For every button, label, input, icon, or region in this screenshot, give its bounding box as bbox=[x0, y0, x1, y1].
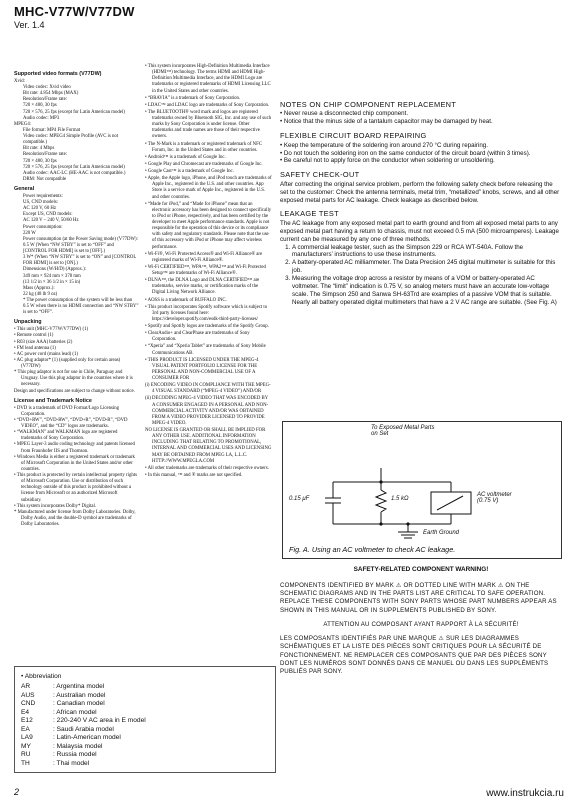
list-item: • This product is protected by certain intellectual property rights of Microsoft Corporation. Use or distribution of such technology outside of this product is prohibited without a license from Microsoft or an authorized Microsoft subsidiary. bbox=[14, 473, 137, 503]
abbreviation-title: • Abbreviation bbox=[21, 673, 62, 680]
list-item: • MPEG Layer-3 audio coding technology and patents licensed from Fraunhofer IIS and Thomson. bbox=[14, 442, 135, 454]
abbreviation-desc: : Malaysia model bbox=[53, 742, 103, 750]
spec-line: 720 × 576, 25 fps (except for Latin American model) bbox=[23, 109, 125, 115]
list-item: • FM lead antenna (1) bbox=[14, 345, 56, 351]
abbreviation-code: E4 bbox=[21, 708, 30, 716]
notes-list bbox=[280, 110, 562, 126]
trademark-item: • THIS PRODUCT IS LICENSED UNDER THE MPEG-4 VISUAL PATENT PORTFOLIO LICENSE FOR THE PERSONAL AND NON-COMMERCIAL USE OF A CONSUMER FOR bbox=[145, 357, 259, 381]
list-item: • AC power cord (mains lead) (1) bbox=[14, 351, 79, 357]
list-item: • This unit (MHC-V77W/V77DW) (1) bbox=[14, 327, 89, 333]
spec-line: (13 1/2 in × 36 1/2 in × 15 in) bbox=[23, 279, 81, 285]
spec-line: 3 W* (When “NW STBY” is set to “ON” and [CONTROL FOR HDMI] is set to [ON].) bbox=[23, 255, 137, 267]
abbreviation-row bbox=[21, 734, 261, 741]
note-item: • Be careful not to apply force on the conductor when soldering or unsoldering. bbox=[280, 157, 495, 165]
spec-line: 720 × 480, 30 fps bbox=[23, 103, 57, 109]
trademark-item: • This system incorporates High-Definition Multimedia Interface (HDMI™) technology. The terms HDMI and HDMI High-Definition Multimedia Interface, and the HDMI Logo are trademarks or registered trademarks of HDMI Licensing LLC in the United States and other countries. bbox=[145, 64, 271, 94]
safety-warning-block bbox=[280, 582, 562, 682]
model-name: MHC-V77W/V77DW bbox=[14, 4, 135, 19]
abbreviation-desc: : Latin-American model bbox=[53, 734, 121, 741]
safety-warning-title: SAFETY-RELATED COMPONENT WARNING! bbox=[353, 566, 489, 573]
trademark-item: • Spotify and Spotify logos are trademarks of the Spotify Group. bbox=[145, 324, 269, 329]
circuit-diagram bbox=[283, 422, 561, 558]
spec-line: Dimensions (W/H/D) (Approx.): bbox=[23, 267, 87, 273]
trademark-item: • Google Play and Chromecast are trademarks of Google Inc. bbox=[145, 161, 263, 167]
unpacking-list bbox=[14, 327, 139, 394]
trademark-item: NO LICENSE IS GRANTED OR SHALL BE IMPLIED FOR ANY OTHER USE. ADDITIONAL INFORMATION INCLUDING THAT RELATING TO PROMOTIONAL, INTERNAL AND COMMERCIAL USES AND LICENSING MAY BE OBTAINED FROM MPEG LA, L.L.C. HTTP://WWW.MPEGLA.COM bbox=[145, 428, 272, 464]
list-item: • DVD is a trademark of DVD Format/Logo Licensing Corporation. bbox=[14, 405, 120, 417]
abbreviation-code: E12 bbox=[21, 717, 33, 724]
safety-heading: SAFETY CHECK-OUT bbox=[280, 170, 360, 180]
abbreviation-row bbox=[21, 726, 261, 733]
spec-line: AC 120 V – 240 V, 50/60 Hz bbox=[23, 218, 79, 224]
notes-heading: NOTES ON CHIP COMPONENT REPLACEMENT bbox=[280, 100, 457, 109]
spec-line: Resolution/Frame rate: bbox=[23, 152, 68, 158]
leakage-text: The AC leakage from any exposed metal part to earth ground and from all exposed metal parts to any exposed metal part having a return to chassis, must not exceed 0.5 mA (500 microamperes). Leakage current can be measured by any one of three methods. bbox=[280, 219, 559, 243]
abbreviation-row bbox=[21, 709, 261, 716]
abbreviation-desc: : Canadian model bbox=[53, 700, 105, 707]
abbreviation-desc: : African model bbox=[53, 708, 97, 716]
spec-line: Bit rate: 4 Mbps bbox=[23, 146, 55, 152]
abbreviation-row bbox=[21, 683, 261, 690]
list-item: * Manufactured under license from Dolby Laboratories. Dolby, Dolby Audio, and the double-D symbol are trademarks of Dolby Laboratories. bbox=[14, 509, 136, 527]
trademark-item: • In this manual, ™ and ® marks are not specified. bbox=[145, 472, 243, 478]
abbreviation-row bbox=[21, 692, 261, 699]
list-item: • Windows Media is either a registered trademark or trademark of Microsoft Corporation in the United States and/or other countries. bbox=[14, 454, 135, 472]
mpeg4-label: MPEG4: bbox=[14, 121, 32, 127]
trademark-item: • “Xperia” and “Xperia Tablet” are trademarks of Sony Mobile Communications AB. bbox=[145, 344, 266, 356]
trademark-item: (i) ENCODING VIDEO IN COMPLIANCE WITH THE MPEG-4 VISUAL STANDARD (“MPEG-4 VIDEO”) AND/OR bbox=[145, 383, 271, 395]
label-voltmeter: AC voltmeter (0.75 V) bbox=[477, 492, 512, 504]
abbreviation-row bbox=[21, 751, 261, 758]
abbreviation-desc: : Australian model bbox=[53, 691, 106, 699]
trademark-item: • DLNA™, the DLNA Logo and DLNA CERTIFIED™ are trademarks, service marks, or certification marks of the Digital Living Network Alliance. bbox=[145, 278, 260, 296]
list-item: Design and specifications are subject to change without notice. bbox=[14, 388, 135, 394]
watermark: www.instrukcia.ru bbox=[486, 788, 564, 799]
abbreviation-row bbox=[21, 700, 261, 707]
mpeg4-specs bbox=[14, 128, 139, 183]
trademark-item: • This product incorporates Spotify software which is subject to 3rd party licenses found here: https://developer.spotify.com/esdk-third-party-licenses/ bbox=[145, 304, 268, 322]
spec-line: 0.5 W (When “NW STBY” is set to “OFF” and [CONTROL FOR HDMI] is set to [OFF].) bbox=[23, 242, 114, 255]
list-item: • “DVD+RW”, “DVD-RW”, “DVD+R”, “DVD-R”, “DVD VIDEO”, and the “CD” logos are trademarks. bbox=[14, 417, 128, 429]
unpacking-heading: Unpacking bbox=[14, 319, 42, 326]
trademark-item: • ClearAudio+ and ClearPhase are trademarks of Sony Corporation. bbox=[145, 331, 250, 343]
safety-warning-french: LES COMPOSANTS IDENTIFIÉS PAR UNE MARQUE ⚠ SUR LES DIAGRAMMES SCHÉMATIQUES ET LA LISTE DES PIÈCES SONT CRITIQUES POUR LA SÉCURITÉ DE FONCTIONNEMENT. NE REMPLACER CES COMPOSANTS QUE PAR DES PIÈCES SONY DONT LES NUMÉROS SONT DONNÉS DANS CE MANUEL OU DANS LES SUPPLÉMENTS PUBLIÉS PAR SONY. bbox=[280, 635, 549, 675]
spec-line: File format: MP4 File Format bbox=[23, 127, 81, 133]
safety-warning-english: COMPONENTS IDENTIFIED BY MARK ⚠ OR DOTTED LINE WITH MARK ⚠ ON THE SCHEMATIC DIAGRAMS AND IN THE PARTS LIST ARE CRITICAL TO SAFE OPERATION. REPLACE THESE COMPONENTS WITH SONY PARTS WHOSE PART NUMBERS APPEAR AS SHOWN IN THIS MANUAL OR IN SUPPLEMENTS PUBLISHED BY SONY. bbox=[280, 582, 557, 614]
abbreviation-row bbox=[21, 760, 261, 767]
abbreviation-box bbox=[14, 666, 276, 773]
label-exposed-metal: To Exposed Metal Parts on Set bbox=[371, 425, 435, 437]
note-item: • Do not touch the soldering iron on the same conductor of the circuit board (within 3 times). bbox=[280, 149, 531, 157]
trademark-item: • Wi-Fi CERTIFIED™, WPA™, WPA2™ and Wi-Fi Protected Setup™ are trademarks of Wi-Fi Alliance®. bbox=[145, 264, 266, 276]
spec-line: Bit rate: 4.854 Mbps (MAX) bbox=[23, 91, 79, 97]
trademark-item: • Apple, the Apple logo, iPhone, and iPod touch are trademarks of Apple Inc., registered in the U.S. and other countries. App Store is a service mark of Apple Inc., registered in the U.S. and other countries. bbox=[145, 176, 272, 200]
abbreviation-desc: : Thai model bbox=[53, 759, 90, 767]
leakage-method: 2. A battery-operated AC milliammeter. The Data Precision 245 digital multimeter is suitable for this job. bbox=[292, 259, 562, 275]
figure-a bbox=[282, 421, 562, 559]
xvid-label: Xvid: bbox=[14, 78, 25, 84]
abbreviation-desc: : 220-240 V AC area in E model bbox=[53, 717, 146, 724]
spec-line: US, CND models: bbox=[23, 200, 59, 206]
spec-line: Video codec: MPEG4 Simple Profile (AVC is not compatible.) bbox=[23, 134, 119, 146]
trademark-item: • “BRAVIA” is a trademark of Sony Corporation. bbox=[145, 95, 241, 101]
spec-line: 220 W bbox=[23, 230, 36, 236]
trademark-item: • All other trademarks are trademarks of their respective owners. bbox=[145, 465, 269, 471]
label-resistor: 1.5 kΩ bbox=[391, 496, 409, 502]
abbreviation-code: AR bbox=[21, 683, 31, 690]
abbreviation-row bbox=[21, 743, 261, 750]
trademark-item: • The BLUETOOTH® word mark and logos are registered trademarks owned by Bluetooth SIG, Inc. and any use of such marks by Sony Corporation is under license. Other trademarks and trade names are those of their respective owners. bbox=[145, 109, 272, 140]
list-item: • R03 (size AAA) batteries (2) bbox=[14, 339, 73, 345]
spec-line: 720 × 576, 25 fps (except for Latin American model) bbox=[23, 164, 125, 170]
spec-line: Power requirements: bbox=[23, 193, 63, 199]
trademark-item: (ii) DECODING MPEG-4 VIDEO THAT WAS ENCODED BY A CONSUMER ENGAGED IN A PERSONAL AND NON-COMMERCIAL ACTIVITY AND/OR WAS OBTAINED FROM A VIDEO PROVIDER LICENSED TO PROVIDE MPEG-4 VIDEO. bbox=[145, 396, 269, 426]
spec-line: AC 120 V, 60 Hz bbox=[23, 206, 57, 212]
service-notes-column bbox=[280, 95, 562, 307]
note-item: • Notice that the minus side of a tantalum capacitor may be damaged by heat. bbox=[280, 118, 493, 126]
leakage-method: 1. A commercial leakage tester, such as the Simpson 229 or RCA WT-540A. Follow the manufacturers’ instructions to use these instruments. bbox=[292, 244, 562, 260]
leakage-heading: LEAKAGE TEST bbox=[280, 209, 339, 219]
label-earth-ground: Earth Ground bbox=[423, 530, 460, 536]
spec-line: Audio codec: MP3 bbox=[23, 115, 60, 121]
safety-text: After correcting the original service problem, perform the following safety check before releasing the set to the customer: Check the antenna terminals, metal trim, “metallized” knobs, screws, and all other exposed metal parts for AC leakage. Check leakage as described below. bbox=[280, 180, 560, 204]
trademark-item: • “Made for iPod,” and “Made for iPhone” mean that an electronic accessory has been designed to connect specifically to iPod or iPhone, respectively, and has been certified by the developer to meet Apple performance standards. Apple is not responsible for the operation of this device or its compliance with safety and regulatory standards. Please note that the use of this accessory with iPod or iPhone may affect wireless performance. bbox=[145, 201, 272, 250]
abbreviation-code: TH bbox=[21, 759, 30, 767]
abbreviation-code: EA bbox=[21, 725, 30, 733]
safety-warning-french-title: ATTENTION AU COMPOSANT AYANT RAPPORT À LA SÉCURITÉ! bbox=[323, 620, 519, 628]
spec-line: 349 mm × 924 mm × 378 mm bbox=[23, 273, 81, 279]
flex-list bbox=[280, 142, 562, 166]
trademark-item: • Google Cast™ is a trademark of Google Inc. bbox=[145, 169, 234, 174]
page-number: 2 bbox=[14, 787, 20, 797]
license-heading: License and Trademark Notice bbox=[14, 397, 92, 404]
abbreviation-code: MY bbox=[21, 742, 31, 750]
spec-line: Power consumption (at the Power Saving mode) (V77DW): bbox=[23, 236, 138, 242]
xvid-specs bbox=[14, 85, 139, 122]
trademark-item: • LDAC™ and LDAC logo are trademarks of Sony Corporation. bbox=[145, 102, 270, 108]
spec-line: Mass (Approx.): bbox=[23, 285, 55, 291]
version: Ver. 1.4 bbox=[14, 20, 45, 30]
spec-line: Power consumption: bbox=[23, 224, 63, 230]
abbreviation-code: LA9 bbox=[21, 734, 33, 741]
abbreviation-code: AUS bbox=[21, 691, 35, 699]
leakage-methods bbox=[280, 244, 562, 307]
abbreviation-code: CND bbox=[21, 700, 36, 707]
general-heading: General bbox=[14, 186, 35, 193]
spec-line: 22 kg (48 lb 9 oz) bbox=[23, 291, 58, 297]
trademark-item: • AOSS is a trademark of BUFFALO INC. bbox=[145, 297, 227, 303]
spec-line: Video codec: Xvid video bbox=[23, 85, 71, 91]
list-item: • AC plug adaptor* (1) (supplied only for certain areas) (V77DW) bbox=[14, 357, 121, 370]
license-list bbox=[14, 406, 139, 529]
list-item: • This system incorporates Dolby* Digital. bbox=[14, 503, 97, 509]
abbreviation-desc: : Argentina model bbox=[53, 683, 105, 690]
spec-line: 720 × 480, 30 fps bbox=[23, 158, 57, 164]
list-item: • “WALKMAN” and WALKMAN logo are registered trademarks of Sony Corporation. bbox=[14, 430, 118, 442]
specifications-column bbox=[14, 68, 139, 528]
spec-line: * The power consumption of the system will be less than 0.5 W when there is no HDMI connection and “NW STBY” is set to “OFF”. bbox=[23, 298, 139, 316]
abbreviation-row bbox=[21, 717, 261, 724]
flex-heading: FLEXIBLE CIRCUIT BOARD REPAIRING bbox=[280, 131, 427, 141]
formats-heading: Supported video formats (V77DW) bbox=[14, 71, 102, 77]
spec-line: Resolution/Frame rate: bbox=[23, 97, 68, 103]
leakage-method: 3. Measuring the voltage drop across a resistor by means of a VOM or battery-operated AC voltmeter. The “limit” indication is 0.75 V, so analog meters must have an accurate low-voltage scale. The Simpson 250 and Sanwa SH-63Trd are examples of a passive VOM that is suitable. Nearly all battery operated digital multimeters that have a 2 V AC range are suitable. (See Fig. A) bbox=[292, 275, 562, 307]
trademark-item: • Android™ is a trademark of Google Inc. bbox=[145, 154, 226, 160]
spec-line: Except US, CND models: bbox=[23, 212, 73, 218]
list-item: * This plug adaptor is not for use in Chile, Paraguay and Uruguay. Use this plug adaptor in the countries where it is necessary. bbox=[14, 370, 133, 388]
spec-line: DRM: Not compatible bbox=[23, 176, 67, 182]
abbreviation-desc: : Russia model bbox=[53, 751, 97, 758]
spec-line: Audio codec: AAC-LC (HE-AAC is not compatible.) bbox=[23, 170, 126, 176]
trademark-column bbox=[145, 64, 272, 480]
note-item: • Keep the temperature of the soldering iron around 270 °C during repairing. bbox=[280, 141, 488, 149]
trademark-item: • Wi-Fi®, Wi-Fi Protected Access® and Wi-Fi Alliance® are registered marks of Wi-Fi Alliance®. bbox=[145, 251, 263, 263]
header bbox=[14, 4, 135, 30]
abbreviation-code: RU bbox=[21, 751, 31, 758]
general-specs bbox=[14, 194, 139, 317]
abbreviation-desc: : Saudi Arabia model bbox=[53, 725, 114, 733]
figure-caption: Fig. A. Using an AC voltmeter to check AC leakage. bbox=[289, 545, 456, 554]
trademark-item: • The N-Mark is a trademark or registered trademark of NFC Forum, Inc. in the United States and in other countries. bbox=[145, 141, 262, 153]
note-item: • Never reuse a disconnected chip component. bbox=[280, 110, 409, 118]
label-capacitor: 0.15 μF bbox=[289, 496, 310, 502]
list-item: • Remote control (1) bbox=[14, 333, 54, 339]
